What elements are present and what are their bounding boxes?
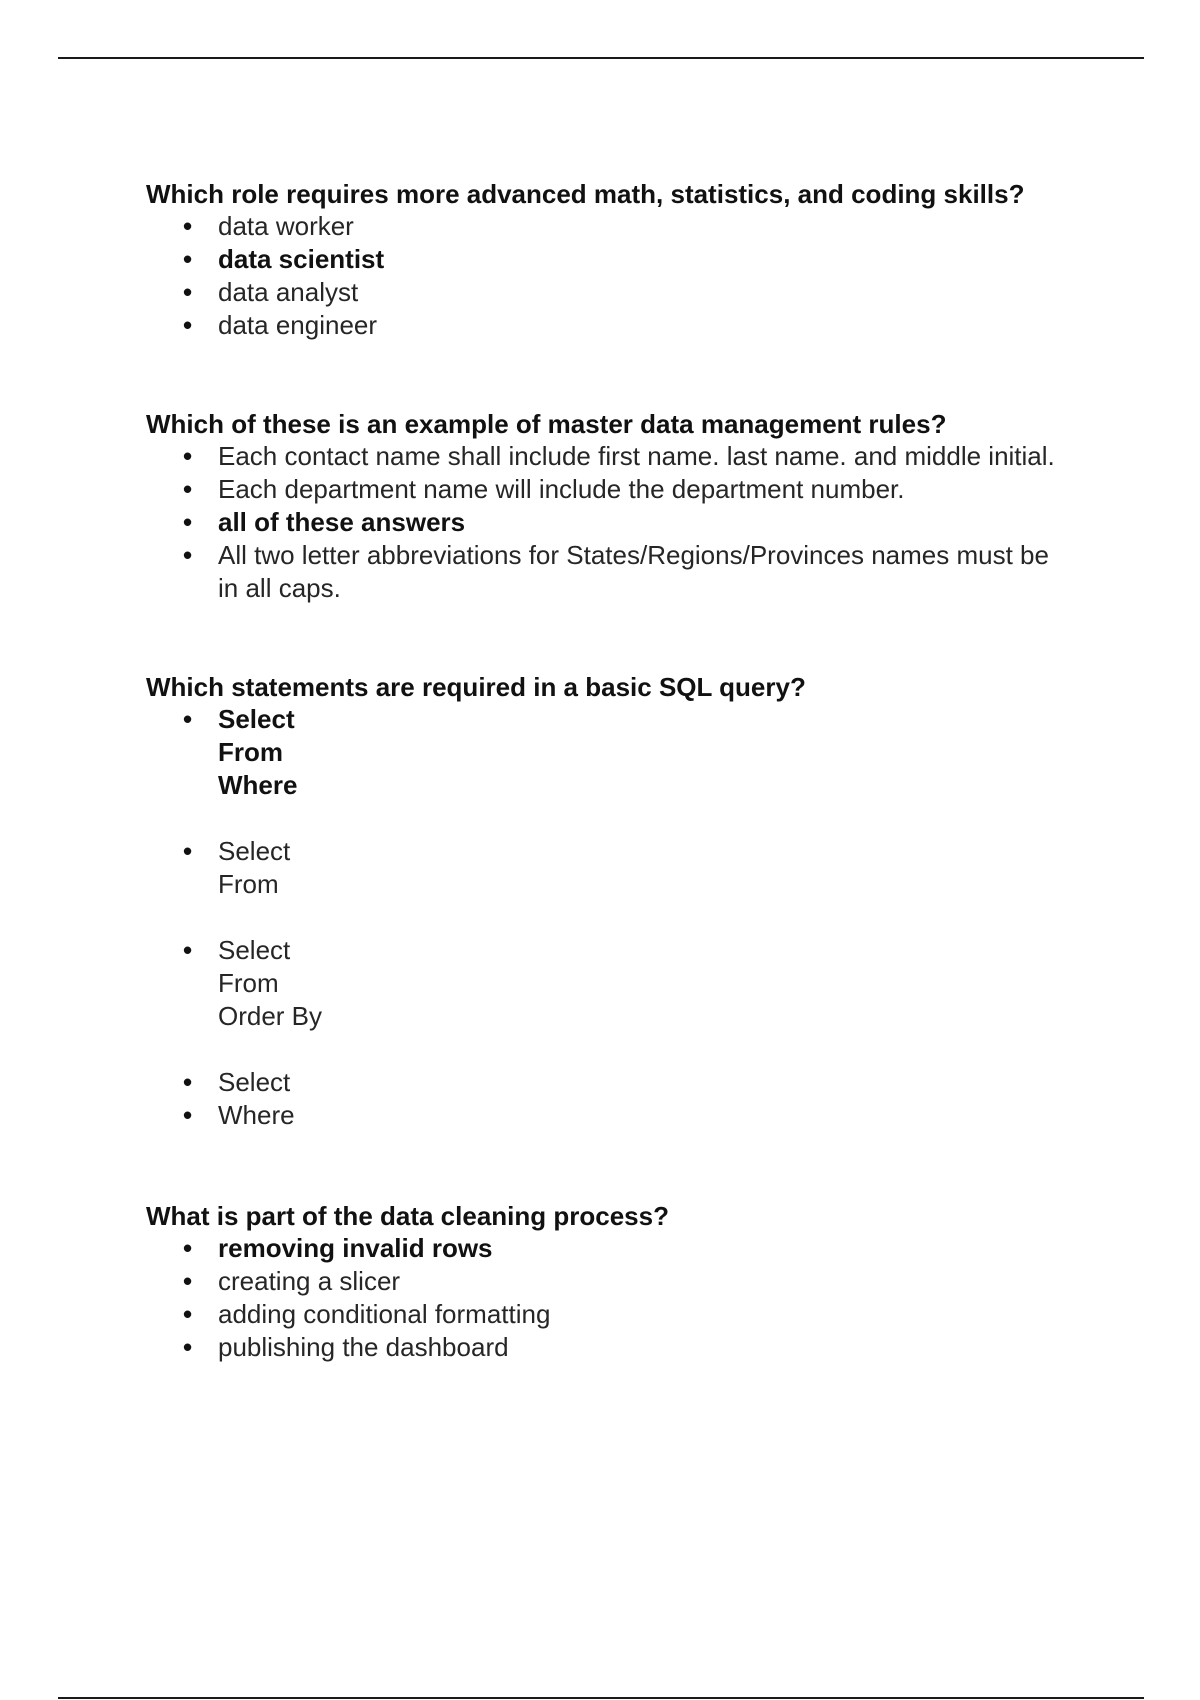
option-label: Where xyxy=(218,1100,295,1130)
option-label: data analyst xyxy=(218,277,359,307)
option-list xyxy=(146,210,1066,342)
option-item-correct xyxy=(146,506,1066,539)
option-line: Select xyxy=(218,836,291,866)
question-block xyxy=(146,178,1066,342)
option-label: Each contact name shall include first name. last name. and middle initial. xyxy=(218,441,1055,471)
top-rule xyxy=(58,57,1144,59)
bullet-icon: • xyxy=(183,836,193,866)
bullet-icon: • xyxy=(183,1233,193,1263)
question-text: What is part of the data cleaning process? xyxy=(146,1201,669,1231)
option-list xyxy=(146,440,1066,605)
option-label: removing invalid rows xyxy=(218,1233,493,1263)
option-label: Select xyxy=(218,1067,291,1097)
option-label: data worker xyxy=(218,211,354,241)
option-item xyxy=(146,1066,1066,1099)
question-text: Which statements are required in a basic SQL query? xyxy=(146,672,806,702)
question-text: Which role requires more advanced math, statistics, and coding skills? xyxy=(146,179,1025,209)
option-line: From xyxy=(218,737,283,767)
option-item xyxy=(146,1331,1066,1364)
bullet-icon: • xyxy=(183,1100,193,1130)
option-item xyxy=(146,276,1066,309)
option-item xyxy=(146,210,1066,243)
option-label: all of these answers xyxy=(218,507,466,537)
bullet-icon: • xyxy=(183,1266,193,1296)
option-item xyxy=(146,1099,1066,1132)
bullet-icon: • xyxy=(183,935,193,965)
option-item-correct xyxy=(146,703,1066,802)
option-item xyxy=(146,1298,1066,1331)
option-label: publishing the dashboard xyxy=(218,1332,509,1362)
bottom-rule xyxy=(58,1697,1144,1699)
question-text: Which of these is an example of master data management rules? xyxy=(146,409,947,439)
option-label: All two letter abbreviations for States/Regions/Provinces names must be in all caps. xyxy=(218,540,1049,603)
option-item xyxy=(146,1265,1066,1298)
option-label: adding conditional formatting xyxy=(218,1299,551,1329)
option-line: Select xyxy=(218,704,295,734)
option-item xyxy=(146,539,1066,605)
option-line: From xyxy=(218,968,279,998)
bullet-icon: • xyxy=(183,1332,193,1362)
question-block xyxy=(146,1200,1066,1364)
option-line: Order By xyxy=(218,1001,323,1031)
bullet-icon: • xyxy=(183,310,193,340)
bullet-icon: • xyxy=(183,441,193,471)
bullet-icon: • xyxy=(183,211,193,241)
option-item-correct xyxy=(146,1232,1066,1265)
question-block xyxy=(146,671,1066,1132)
option-label: Each department name will include the department number. xyxy=(218,474,905,504)
bullet-icon: • xyxy=(183,704,193,734)
option-item xyxy=(146,473,1066,506)
option-item xyxy=(146,934,1066,1033)
bullet-icon: • xyxy=(183,540,193,570)
question-block xyxy=(146,408,1066,605)
bullet-icon: • xyxy=(183,1067,193,1097)
option-label: data engineer xyxy=(218,310,378,340)
option-item xyxy=(146,835,1066,901)
bullet-icon: • xyxy=(183,474,193,504)
bullet-icon: • xyxy=(183,244,193,274)
option-line: Where xyxy=(218,770,298,800)
option-item xyxy=(146,440,1066,473)
option-list xyxy=(146,703,1066,1132)
bullet-icon: • xyxy=(183,507,193,537)
bullet-icon: • xyxy=(183,277,193,307)
option-label: data scientist xyxy=(218,244,385,274)
option-item xyxy=(146,309,1066,342)
option-item-correct xyxy=(146,243,1066,276)
option-line: Select xyxy=(218,935,291,965)
option-list xyxy=(146,1232,1066,1364)
option-line: From xyxy=(218,869,279,899)
option-label: creating a slicer xyxy=(218,1266,401,1296)
quiz-content xyxy=(146,178,1066,1427)
bullet-icon: • xyxy=(183,1299,193,1329)
